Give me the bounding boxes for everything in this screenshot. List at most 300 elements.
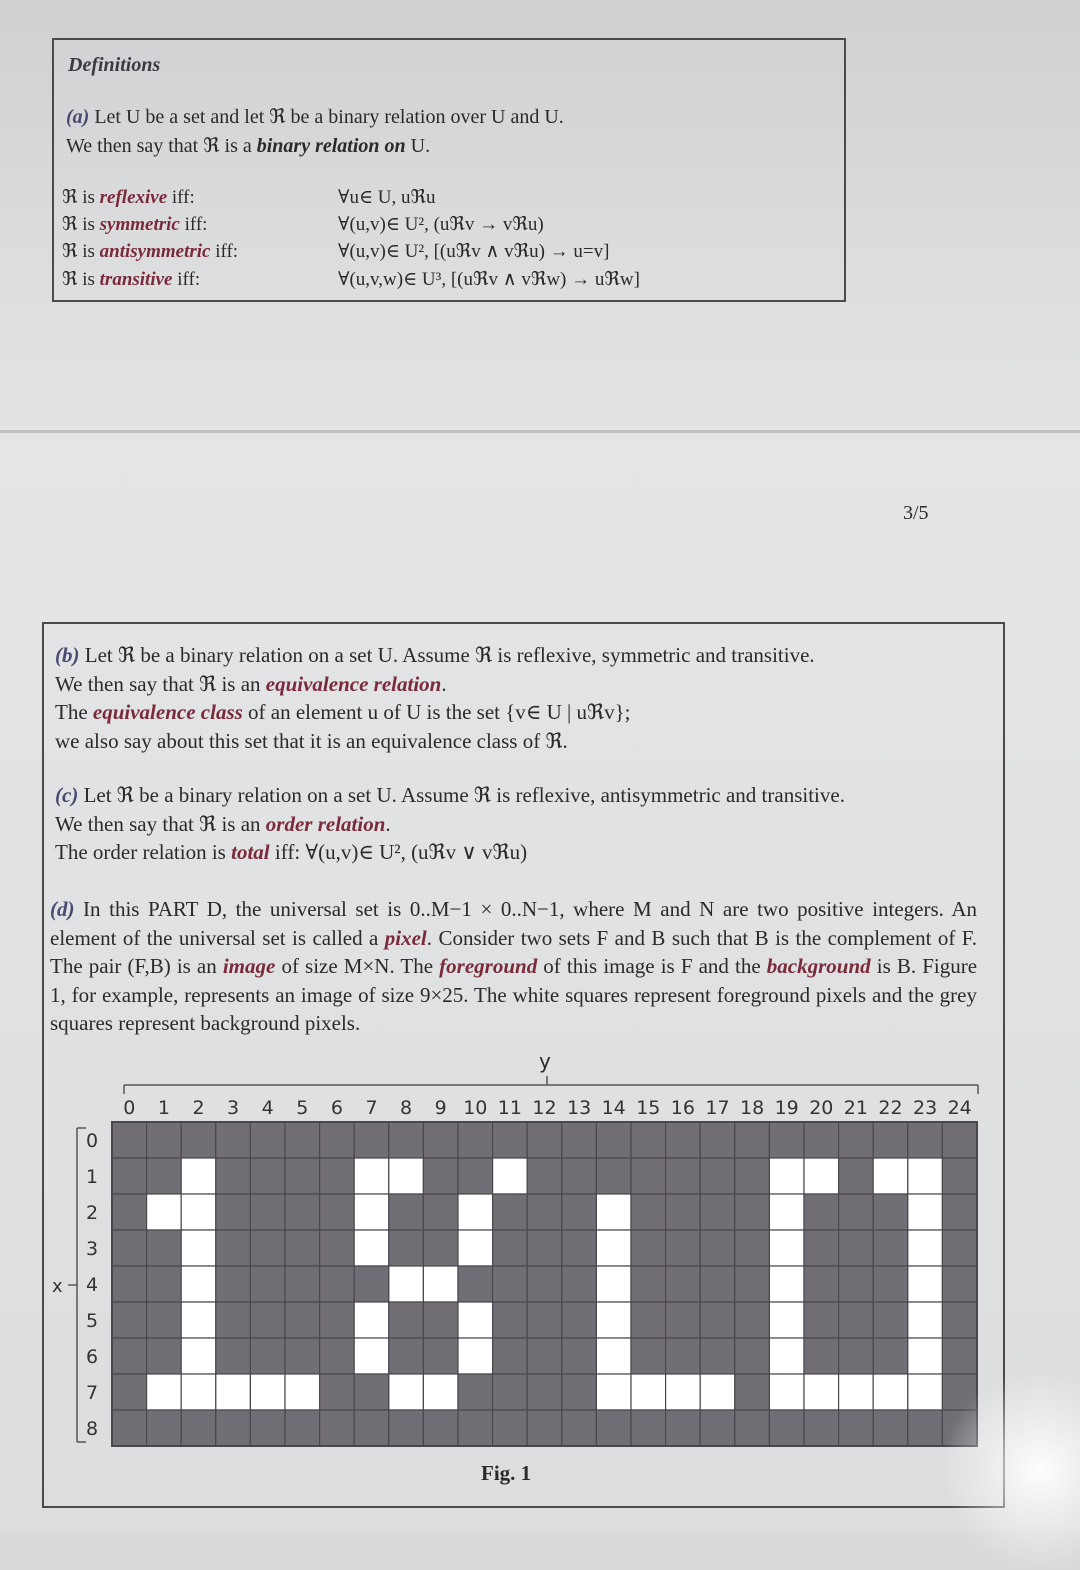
background-pixel bbox=[839, 1410, 874, 1446]
reflexive-formula: ∀u∈ U, uℜu bbox=[338, 187, 436, 208]
background-pixel bbox=[423, 1158, 458, 1194]
background-pixel bbox=[735, 1410, 770, 1446]
background-pixel bbox=[423, 1194, 458, 1230]
background-pixel bbox=[493, 1266, 528, 1302]
y-axis-label: y bbox=[539, 1049, 551, 1073]
background-pixel bbox=[735, 1266, 770, 1302]
background-pixel bbox=[320, 1122, 355, 1158]
part-d-text-2: . Consider two sets F and B such that B is the complement of F. The pair (F,B) is an bbox=[50, 925, 977, 978]
background-pixel bbox=[216, 1158, 251, 1194]
term-foreground: foreground bbox=[439, 954, 538, 978]
background-pixel bbox=[320, 1338, 355, 1374]
background-pixel bbox=[527, 1122, 562, 1158]
column-label: 8 bbox=[400, 1097, 413, 1119]
background-pixel bbox=[631, 1158, 666, 1194]
column-label: 15 bbox=[636, 1097, 661, 1119]
background-pixel bbox=[666, 1410, 701, 1446]
background-pixel bbox=[942, 1302, 977, 1338]
background-pixel bbox=[147, 1122, 182, 1158]
symmetric-label: ℜ is symmetric iff: bbox=[62, 214, 208, 235]
background-pixel bbox=[285, 1266, 320, 1302]
foreground-pixel bbox=[908, 1194, 943, 1230]
background-pixel bbox=[942, 1158, 977, 1194]
background-pixel bbox=[804, 1266, 839, 1302]
background-pixel bbox=[320, 1230, 355, 1266]
background-pixel bbox=[527, 1158, 562, 1194]
part-c-line2-end: . bbox=[385, 811, 391, 836]
foreground-pixel bbox=[839, 1374, 874, 1410]
background-pixel bbox=[527, 1374, 562, 1410]
foreground-pixel bbox=[700, 1374, 735, 1410]
foreground-pixel bbox=[389, 1158, 424, 1194]
background-pixel bbox=[700, 1410, 735, 1446]
foreground-pixel bbox=[769, 1158, 804, 1194]
foreground-pixel bbox=[354, 1158, 389, 1194]
background-pixel bbox=[354, 1410, 389, 1446]
part-b-label: (b) bbox=[55, 643, 80, 667]
background-pixel bbox=[908, 1122, 943, 1158]
background-pixel bbox=[562, 1158, 597, 1194]
row-label: 7 bbox=[85, 1382, 99, 1404]
light-glare bbox=[940, 1370, 1080, 1570]
part-d-text-4: of this image is F and the bbox=[537, 954, 767, 978]
column-label: 14 bbox=[601, 1097, 626, 1119]
row-label: 4 bbox=[85, 1274, 99, 1296]
background-pixel bbox=[389, 1410, 424, 1446]
background-pixel bbox=[839, 1194, 874, 1230]
background-pixel bbox=[112, 1302, 147, 1338]
background-pixel bbox=[942, 1338, 977, 1374]
background-pixel bbox=[285, 1302, 320, 1338]
background-pixel bbox=[527, 1266, 562, 1302]
background-pixel bbox=[873, 1410, 908, 1446]
column-label: 16 bbox=[670, 1097, 695, 1119]
background-pixel bbox=[527, 1410, 562, 1446]
background-pixel bbox=[631, 1194, 666, 1230]
part-d-text-3: of size M×N. The bbox=[275, 954, 440, 978]
foreground-pixel bbox=[596, 1374, 631, 1410]
background-pixel bbox=[700, 1338, 735, 1374]
term-binary-relation-on: binary relation on bbox=[256, 135, 406, 157]
transitive-label: ℜ is transitive iff: bbox=[62, 269, 201, 290]
definitions-title: Definitions bbox=[68, 54, 161, 76]
background-pixel bbox=[250, 1230, 285, 1266]
foreground-pixel bbox=[147, 1194, 182, 1230]
background-pixel bbox=[700, 1302, 735, 1338]
column-label: 23 bbox=[913, 1097, 938, 1119]
foreground-pixel bbox=[769, 1230, 804, 1266]
reflexive-label: ℜ is reflexive iff: bbox=[62, 187, 195, 208]
column-label: 13 bbox=[567, 1097, 592, 1119]
background-pixel bbox=[562, 1338, 597, 1374]
background-pixel bbox=[181, 1410, 216, 1446]
background-pixel bbox=[458, 1410, 493, 1446]
background-pixel bbox=[527, 1302, 562, 1338]
foreground-pixel bbox=[458, 1338, 493, 1374]
foreground-pixel bbox=[285, 1374, 320, 1410]
figure-caption: Fig. 1 bbox=[481, 1461, 532, 1485]
foreground-pixel bbox=[423, 1374, 458, 1410]
background-pixel bbox=[389, 1230, 424, 1266]
foreground-pixel bbox=[769, 1374, 804, 1410]
background-pixel bbox=[562, 1230, 597, 1266]
background-pixel bbox=[700, 1230, 735, 1266]
background-pixel bbox=[423, 1230, 458, 1266]
background-pixel bbox=[562, 1410, 597, 1446]
column-label: 18 bbox=[740, 1097, 765, 1119]
background-pixel bbox=[873, 1338, 908, 1374]
background-pixel bbox=[389, 1338, 424, 1374]
term-image: image bbox=[222, 954, 276, 978]
foreground-pixel bbox=[631, 1374, 666, 1410]
row-label: 3 bbox=[85, 1238, 99, 1260]
background-pixel bbox=[908, 1410, 943, 1446]
background-pixel bbox=[562, 1122, 597, 1158]
background-pixel bbox=[493, 1374, 528, 1410]
background-pixel bbox=[735, 1158, 770, 1194]
foreground-pixel bbox=[250, 1374, 285, 1410]
row-label: 8 bbox=[85, 1418, 99, 1440]
background-pixel bbox=[769, 1410, 804, 1446]
column-label: 21 bbox=[843, 1097, 868, 1119]
foreground-pixel bbox=[354, 1194, 389, 1230]
background-pixel bbox=[839, 1230, 874, 1266]
row-label: 5 bbox=[85, 1310, 99, 1332]
background-pixel bbox=[839, 1338, 874, 1374]
background-pixel bbox=[666, 1194, 701, 1230]
part-b-line3-end: of an element u of U is the set {v∈ U | uℜv}; bbox=[242, 700, 631, 724]
background-pixel bbox=[596, 1410, 631, 1446]
foreground-pixel bbox=[908, 1374, 943, 1410]
background-pixel bbox=[631, 1266, 666, 1302]
background-pixel bbox=[666, 1122, 701, 1158]
background-pixel bbox=[666, 1266, 701, 1302]
background-pixel bbox=[700, 1194, 735, 1230]
foreground-pixel bbox=[389, 1266, 424, 1302]
term-equivalence-relation: equivalence relation bbox=[265, 671, 442, 696]
term-pixel: pixel bbox=[384, 925, 427, 950]
background-pixel bbox=[942, 1230, 977, 1266]
background-pixel bbox=[216, 1266, 251, 1302]
foreground-pixel bbox=[769, 1338, 804, 1374]
background-pixel bbox=[423, 1122, 458, 1158]
row-label: 1 bbox=[85, 1166, 99, 1188]
background-pixel bbox=[147, 1338, 182, 1374]
background-pixel bbox=[320, 1158, 355, 1194]
background-pixel bbox=[147, 1410, 182, 1446]
foreground-pixel bbox=[873, 1158, 908, 1194]
background-pixel bbox=[389, 1122, 424, 1158]
background-pixel bbox=[216, 1410, 251, 1446]
part-c-label: (c) bbox=[55, 783, 79, 807]
foreground-pixel bbox=[596, 1266, 631, 1302]
background-pixel bbox=[493, 1302, 528, 1338]
foreground-pixel bbox=[181, 1158, 216, 1194]
background-pixel bbox=[250, 1122, 285, 1158]
background-pixel bbox=[458, 1158, 493, 1194]
background-pixel bbox=[562, 1266, 597, 1302]
part-b-line2: We then say that ℜ is an bbox=[55, 671, 266, 696]
definition-a-line2: We then say that ℜ is a bbox=[66, 135, 257, 157]
foreground-pixel bbox=[769, 1266, 804, 1302]
background-pixel bbox=[250, 1194, 285, 1230]
definition-a-line2-end: U. bbox=[405, 135, 431, 157]
column-label: 11 bbox=[497, 1097, 522, 1119]
background-pixel bbox=[942, 1194, 977, 1230]
foreground-pixel bbox=[596, 1338, 631, 1374]
background-pixel bbox=[839, 1122, 874, 1158]
background-pixel bbox=[250, 1158, 285, 1194]
background-pixel bbox=[250, 1338, 285, 1374]
background-pixel bbox=[804, 1302, 839, 1338]
foreground-pixel bbox=[354, 1302, 389, 1338]
background-pixel bbox=[112, 1230, 147, 1266]
foreground-pixel bbox=[147, 1374, 182, 1410]
background-pixel bbox=[527, 1230, 562, 1266]
part-d-label: (d) bbox=[50, 897, 75, 921]
term-background: background bbox=[766, 954, 871, 978]
part-b-line1: Let ℜ be a binary relation on a set U. Assume ℜ is reflexive, symmetric and transitive. bbox=[79, 643, 815, 667]
column-label: 7 bbox=[365, 1097, 378, 1119]
background-pixel bbox=[147, 1302, 182, 1338]
background-pixel bbox=[320, 1410, 355, 1446]
background-pixel bbox=[493, 1194, 528, 1230]
part-c-line2: We then say that ℜ is an bbox=[55, 811, 266, 836]
symmetric-formula: ∀(u,v)∈ U², (uℜv → vℜu) bbox=[338, 214, 544, 235]
foreground-pixel bbox=[181, 1230, 216, 1266]
background-pixel bbox=[354, 1122, 389, 1158]
background-pixel bbox=[596, 1122, 631, 1158]
row-label: 6 bbox=[85, 1346, 99, 1368]
background-pixel bbox=[112, 1374, 147, 1410]
background-pixel bbox=[147, 1266, 182, 1302]
page-number: 3/5 bbox=[903, 502, 929, 524]
background-pixel bbox=[804, 1410, 839, 1446]
background-pixel bbox=[320, 1266, 355, 1302]
background-pixel bbox=[839, 1302, 874, 1338]
foreground-pixel bbox=[908, 1302, 943, 1338]
column-label: 2 bbox=[192, 1097, 205, 1119]
background-pixel bbox=[285, 1230, 320, 1266]
background-pixel bbox=[596, 1158, 631, 1194]
foreground-pixel bbox=[596, 1302, 631, 1338]
part-b-line2-end: . bbox=[441, 671, 447, 696]
x-axis-label: x bbox=[52, 1276, 63, 1297]
background-pixel bbox=[147, 1230, 182, 1266]
background-pixel bbox=[216, 1338, 251, 1374]
background-pixel bbox=[700, 1122, 735, 1158]
background-pixel bbox=[285, 1122, 320, 1158]
term-total: total bbox=[231, 840, 270, 864]
foreground-pixel bbox=[458, 1194, 493, 1230]
background-pixel bbox=[873, 1230, 908, 1266]
background-pixel bbox=[216, 1122, 251, 1158]
background-pixel bbox=[147, 1158, 182, 1194]
column-label: 20 bbox=[809, 1097, 834, 1119]
background-pixel bbox=[493, 1410, 528, 1446]
background-pixel bbox=[250, 1410, 285, 1446]
background-pixel bbox=[181, 1122, 216, 1158]
column-label: 1 bbox=[157, 1097, 170, 1119]
column-label: 4 bbox=[261, 1097, 274, 1119]
background-pixel bbox=[735, 1194, 770, 1230]
foreground-pixel bbox=[804, 1374, 839, 1410]
foreground-pixel bbox=[769, 1302, 804, 1338]
foreground-pixel bbox=[423, 1266, 458, 1302]
transitive-formula: ∀(u,v,w)∈ U³, [(uℜv ∧ vℜw) → uℜw] bbox=[338, 269, 640, 290]
background-pixel bbox=[631, 1302, 666, 1338]
background-pixel bbox=[389, 1302, 424, 1338]
background-pixel bbox=[216, 1302, 251, 1338]
background-pixel bbox=[666, 1158, 701, 1194]
background-pixel bbox=[839, 1266, 874, 1302]
background-pixel bbox=[666, 1230, 701, 1266]
background-pixel bbox=[631, 1410, 666, 1446]
background-pixel bbox=[493, 1338, 528, 1374]
foreground-pixel bbox=[908, 1266, 943, 1302]
background-pixel bbox=[527, 1338, 562, 1374]
column-label: 6 bbox=[330, 1097, 343, 1119]
background-pixel bbox=[320, 1302, 355, 1338]
background-pixel bbox=[320, 1374, 355, 1410]
foreground-pixel bbox=[181, 1302, 216, 1338]
background-pixel bbox=[804, 1122, 839, 1158]
term-equivalence-class: equivalence class bbox=[92, 700, 243, 724]
part-d-text-5: is B. Figure 1, for example, represents an image of size 9×25. The white squares represent foreground pixels and the grey squares represent background pixels. bbox=[50, 954, 978, 1035]
background-pixel bbox=[493, 1230, 528, 1266]
background-pixel bbox=[666, 1338, 701, 1374]
column-label: 0 bbox=[123, 1097, 136, 1119]
background-pixel bbox=[112, 1338, 147, 1374]
definition-a-line1: Let U be a set and let ℜ be a binary relation over U and U. bbox=[89, 106, 564, 128]
part-c-line3: The order relation is bbox=[55, 840, 232, 864]
antisymmetric-label: ℜ is antisymmetric iff: bbox=[62, 241, 239, 262]
column-label: 3 bbox=[227, 1097, 240, 1119]
background-pixel bbox=[562, 1302, 597, 1338]
background-pixel bbox=[700, 1158, 735, 1194]
background-pixel bbox=[631, 1230, 666, 1266]
row-label: 0 bbox=[85, 1130, 99, 1152]
column-label: 22 bbox=[878, 1097, 903, 1119]
foreground-pixel bbox=[181, 1194, 216, 1230]
background-pixel bbox=[354, 1266, 389, 1302]
background-pixel bbox=[389, 1194, 424, 1230]
background-pixel bbox=[735, 1374, 770, 1410]
column-label: 19 bbox=[774, 1097, 799, 1119]
background-pixel bbox=[423, 1338, 458, 1374]
background-pixel bbox=[804, 1338, 839, 1374]
part-d-text-1: In this PART D, the universal set is 0..M−1 × 0..N−1, where M and N are two positive integers. An element of the universal set is called a bbox=[50, 897, 977, 950]
background-pixel bbox=[769, 1122, 804, 1158]
background-pixel bbox=[285, 1194, 320, 1230]
foreground-pixel bbox=[493, 1158, 528, 1194]
foreground-pixel bbox=[181, 1338, 216, 1374]
column-label: 10 bbox=[463, 1097, 488, 1119]
part-c-line1: Let ℜ be a binary relation on a set U. Assume ℜ is reflexive, antisymmetric and transitive. bbox=[78, 783, 845, 807]
background-pixel bbox=[735, 1338, 770, 1374]
background-pixel bbox=[285, 1410, 320, 1446]
term-order-relation: order relation bbox=[265, 811, 386, 836]
part-b-line3: The bbox=[55, 700, 93, 724]
foreground-pixel bbox=[216, 1374, 251, 1410]
foreground-pixel bbox=[666, 1374, 701, 1410]
background-pixel bbox=[735, 1230, 770, 1266]
background-pixel bbox=[250, 1266, 285, 1302]
background-pixel bbox=[285, 1158, 320, 1194]
background-pixel bbox=[839, 1158, 874, 1194]
part-c-line3-end: iff: ∀(u,v)∈ U², (uℜv ∨ vℜu) bbox=[269, 840, 528, 864]
background-pixel bbox=[112, 1158, 147, 1194]
background-pixel bbox=[735, 1122, 770, 1158]
foreground-pixel bbox=[769, 1194, 804, 1230]
background-pixel bbox=[458, 1266, 493, 1302]
foreground-pixel bbox=[596, 1194, 631, 1230]
foreground-pixel bbox=[873, 1374, 908, 1410]
background-pixel bbox=[873, 1194, 908, 1230]
foreground-pixel bbox=[181, 1266, 216, 1302]
background-pixel bbox=[873, 1302, 908, 1338]
background-pixel bbox=[112, 1194, 147, 1230]
background-pixel bbox=[942, 1122, 977, 1158]
row-label: 2 bbox=[85, 1202, 99, 1224]
background-pixel bbox=[285, 1338, 320, 1374]
column-label: 17 bbox=[705, 1097, 730, 1119]
background-pixel bbox=[423, 1302, 458, 1338]
background-pixel bbox=[804, 1230, 839, 1266]
background-pixel bbox=[493, 1122, 528, 1158]
background-pixel bbox=[666, 1302, 701, 1338]
foreground-pixel bbox=[354, 1230, 389, 1266]
column-label: 12 bbox=[532, 1097, 557, 1119]
background-pixel bbox=[423, 1410, 458, 1446]
foreground-pixel bbox=[596, 1230, 631, 1266]
background-pixel bbox=[354, 1374, 389, 1410]
background-pixel bbox=[700, 1266, 735, 1302]
background-pixel bbox=[112, 1122, 147, 1158]
background-pixel bbox=[873, 1266, 908, 1302]
foreground-pixel bbox=[458, 1230, 493, 1266]
definition-a-label: (a) bbox=[66, 106, 90, 128]
background-pixel bbox=[562, 1374, 597, 1410]
foreground-pixel bbox=[804, 1158, 839, 1194]
foreground-pixel bbox=[908, 1338, 943, 1374]
foreground-pixel bbox=[458, 1302, 493, 1338]
background-pixel bbox=[320, 1194, 355, 1230]
background-pixel bbox=[631, 1338, 666, 1374]
column-label: 5 bbox=[296, 1097, 309, 1119]
background-pixel bbox=[804, 1194, 839, 1230]
foreground-pixel bbox=[181, 1374, 216, 1410]
background-pixel bbox=[216, 1230, 251, 1266]
background-pixel bbox=[527, 1194, 562, 1230]
column-label: 9 bbox=[434, 1097, 447, 1119]
background-pixel bbox=[216, 1194, 251, 1230]
background-pixel bbox=[458, 1374, 493, 1410]
foreground-pixel bbox=[908, 1230, 943, 1266]
foreground-pixel bbox=[354, 1338, 389, 1374]
background-pixel bbox=[942, 1266, 977, 1302]
antisymmetric-formula: ∀(u,v)∈ U², [(uℜv ∧ vℜu) → u=v] bbox=[338, 241, 610, 262]
background-pixel bbox=[735, 1302, 770, 1338]
background-pixel bbox=[112, 1266, 147, 1302]
background-pixel bbox=[631, 1122, 666, 1158]
column-label: 24 bbox=[947, 1097, 972, 1119]
background-pixel bbox=[873, 1122, 908, 1158]
background-pixel bbox=[458, 1122, 493, 1158]
foreground-pixel bbox=[389, 1374, 424, 1410]
background-pixel bbox=[562, 1194, 597, 1230]
background-pixel bbox=[250, 1302, 285, 1338]
